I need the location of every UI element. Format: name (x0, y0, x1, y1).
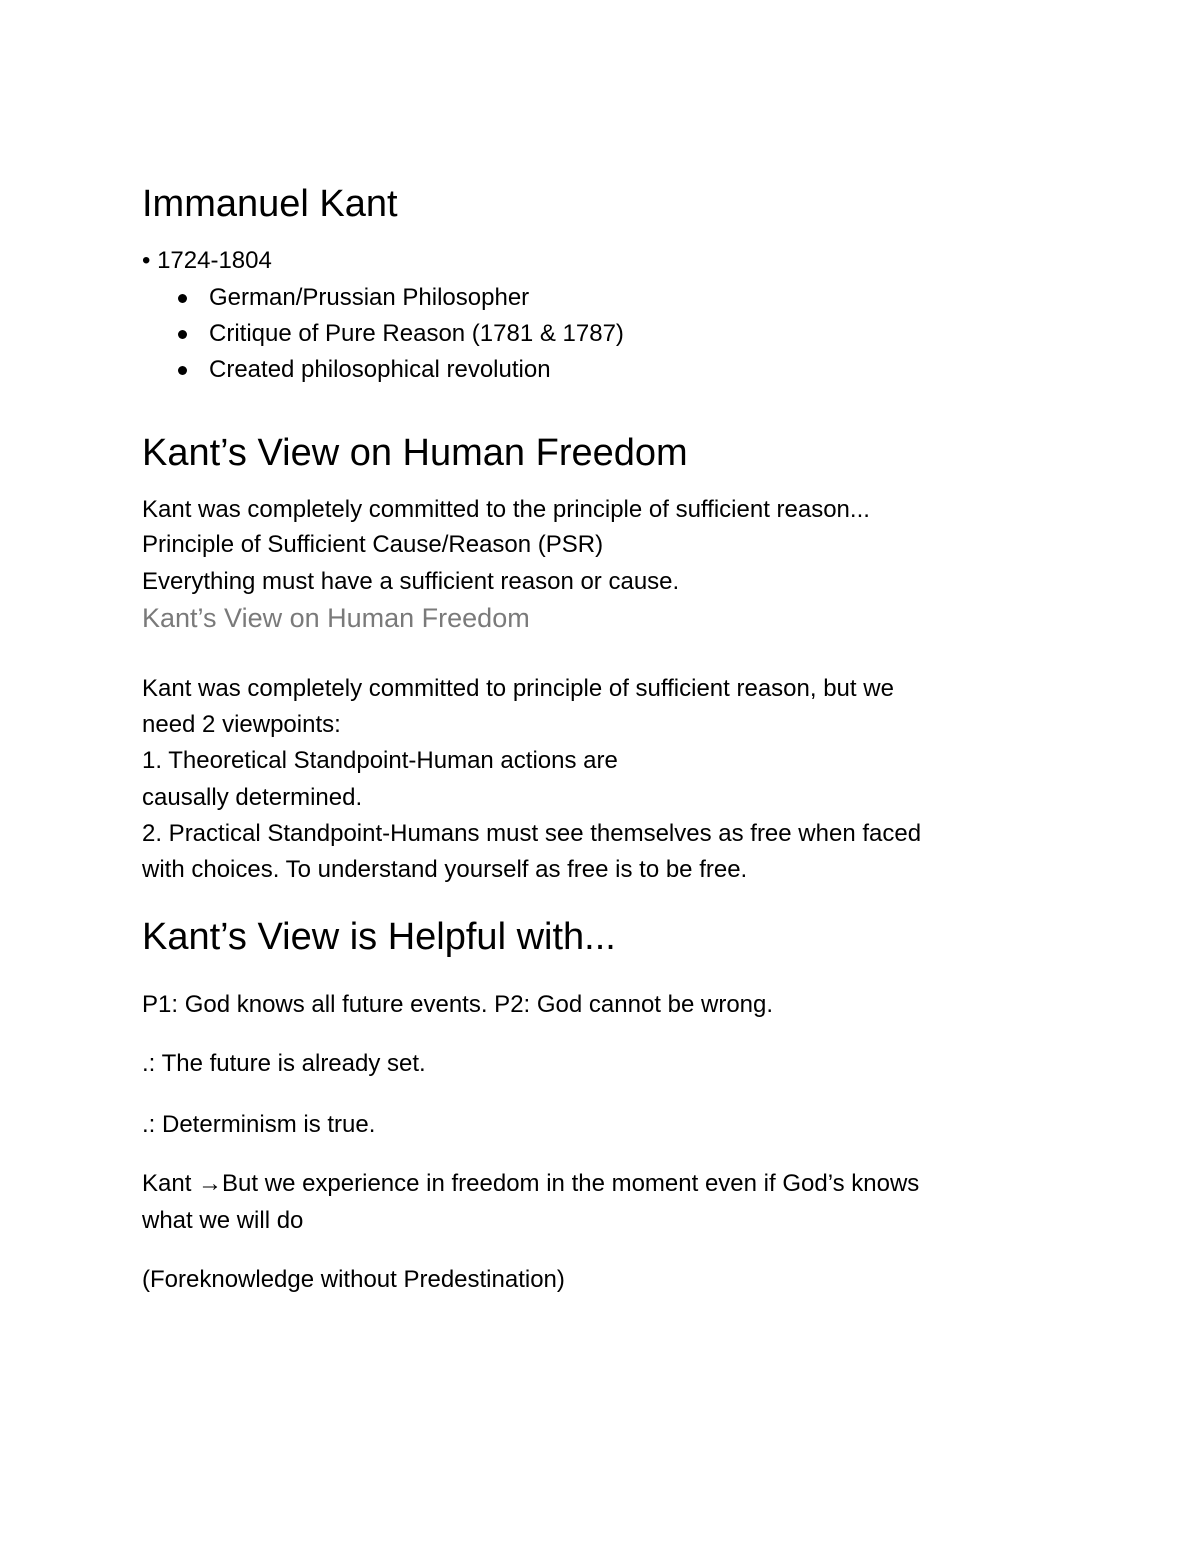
premises-line: P1: God knows all future events. P2: God cannot be wrong. (142, 991, 774, 1018)
paragraph-line: 1. Theoretical Standpoint-Human actions are (142, 747, 618, 774)
paragraph-line: Kant was completely committed to principle of sufficient reason, but we (142, 675, 894, 702)
conclusion-line: .: The future is already set. (142, 1050, 426, 1077)
text-line: Everything must have a sufficient reason or cause. (142, 568, 680, 595)
kant-line: Kant →But we experience in freedom in the moment even if God’s knows (142, 1170, 920, 1197)
heading-helpful-with: Kant’s View is Helpful with... (142, 916, 616, 958)
dates-line: • 1724-1804 (142, 247, 272, 274)
text-line: Kant was completely committed to the principle of sufficient reason... (142, 496, 870, 523)
bullet-item (178, 283, 529, 313)
paragraph-line: causally determined. (142, 784, 363, 811)
bullet-item (178, 355, 551, 385)
kant-line: what we will do (142, 1207, 304, 1234)
bullet-icon (178, 366, 187, 375)
bullet-text: Created philosophical revolution (209, 356, 551, 383)
bullet-icon (178, 330, 187, 339)
heading-immanuel-kant: Immanuel Kant (142, 183, 398, 225)
bullet-text: Critique of Pure Reason (1781 & 1787) (209, 320, 624, 347)
bullet-item (178, 319, 624, 349)
paragraph-line: need 2 viewpoints: (142, 711, 341, 738)
text-line: Principle of Sufficient Cause/Reason (PSR) (142, 531, 604, 558)
conclusion-line: .: Determinism is true. (142, 1111, 376, 1138)
bullet-icon (178, 294, 187, 303)
bullet-text: German/Prussian Philosopher (209, 284, 530, 311)
heading-human-freedom: Kant’s View on Human Freedom (142, 432, 688, 474)
paragraph-line: with choices. To understand yourself as free is to be free. (142, 856, 748, 883)
subheading-human-freedom: Kant’s View on Human Freedom (142, 603, 530, 633)
note-line: (Foreknowledge without Predestination) (142, 1266, 565, 1293)
paragraph-line: 2. Practical Standpoint-Humans must see themselves as free when faced (142, 820, 922, 847)
